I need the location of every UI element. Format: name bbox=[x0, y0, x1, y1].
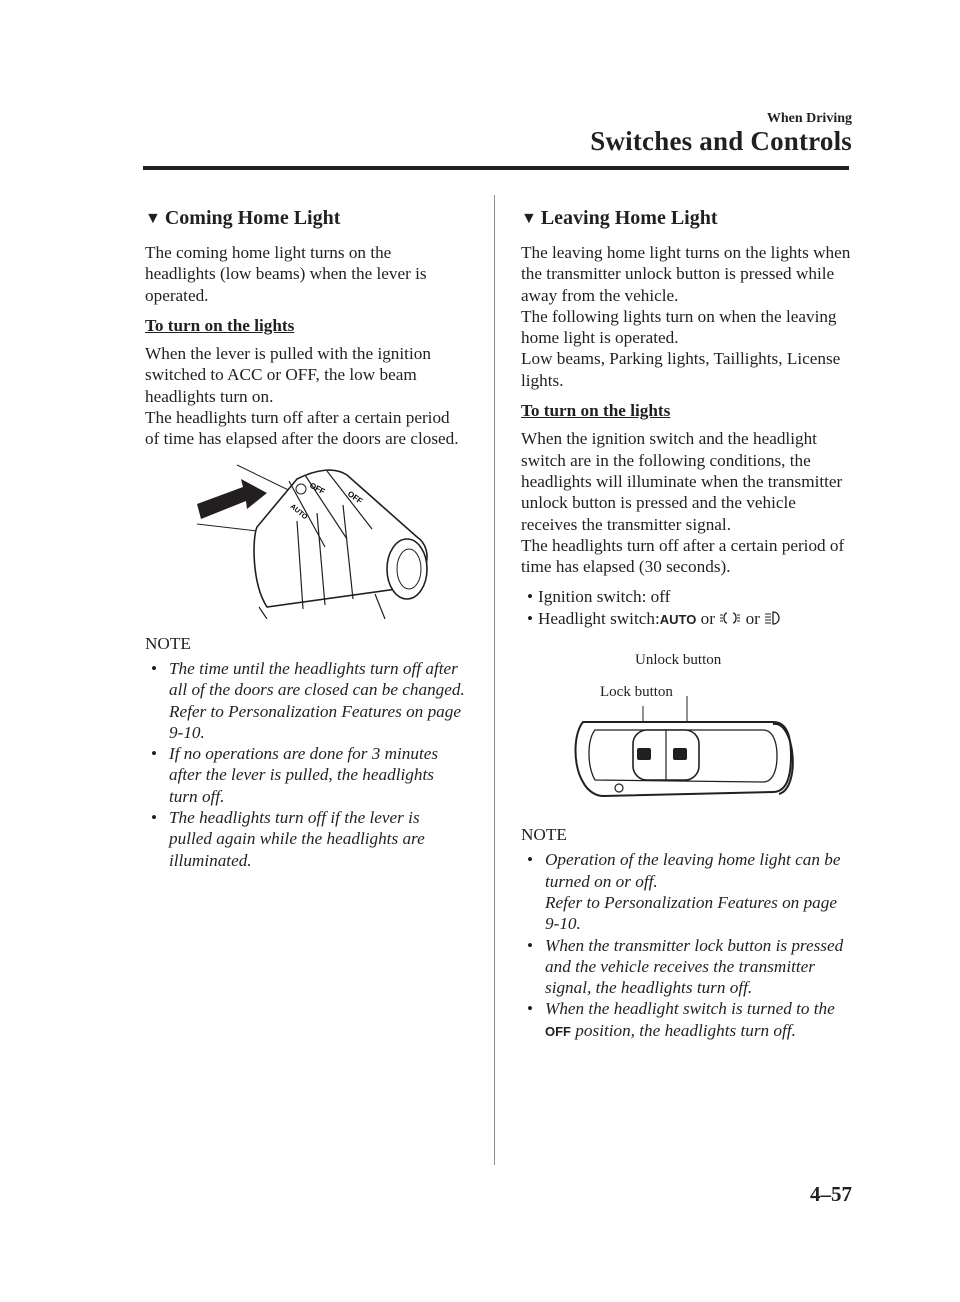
note-list bbox=[145, 658, 465, 871]
note-item: • When the headlight switch is turned to the OFF position, the headlights turn off. bbox=[527, 999, 835, 1040]
leaving-home-following: The following lights turn on when the leaving home light is operated. bbox=[521, 306, 837, 348]
leaving-home-intro: The leaving home light turns on the lights when the transmitter unlock button is pressed while away from the vehicle. bbox=[521, 243, 851, 305]
note-heading: NOTE bbox=[145, 633, 191, 653]
triangle-bullet-icon: ▼ bbox=[145, 210, 161, 227]
transmitter-key-icon bbox=[573, 696, 803, 814]
condition-headlight: • Headlight switch:AUTO or or bbox=[521, 608, 853, 630]
coming-home-para2: The headlights turn off after a certain period of time has elapsed after the doors are closed. bbox=[145, 408, 459, 449]
coming-home-para1: When the lever is pulled with the ignition switched to ACC or OFF, the low beam headlights turn on. bbox=[145, 344, 431, 406]
lock-icon bbox=[637, 748, 651, 760]
page-number: 4–57 bbox=[810, 1182, 852, 1206]
headlight-lever-illustration bbox=[197, 459, 437, 619]
note-item: • The time until the headlights turn off after all of the doors are closed can be changed. Refer to Personalization Features on page 9-10. bbox=[151, 658, 465, 742]
off-symbol: OFF bbox=[545, 1023, 571, 1039]
left-column bbox=[145, 205, 465, 871]
note-list bbox=[521, 849, 853, 1042]
column-divider bbox=[494, 195, 495, 1165]
lever-label: AUTO bbox=[288, 502, 309, 521]
header-rule bbox=[143, 166, 849, 170]
right-column bbox=[521, 205, 853, 1042]
pull-arrow-icon bbox=[197, 479, 267, 519]
running-head-section: When Driving bbox=[766, 111, 852, 126]
lever-label: OFF bbox=[308, 480, 327, 496]
note-item: • The headlights turn off if the lever is pulled again while the headlights are illuminated. bbox=[151, 808, 425, 870]
lever-label: OFF bbox=[345, 488, 365, 506]
lock-button-label: Lock button bbox=[600, 684, 673, 701]
leaving-home-light-heading: ▼ Leaving Home Light bbox=[521, 205, 853, 232]
note-item: • If no operations are done for 3 minutes after the lever is pulled, the headlights turn off. bbox=[151, 744, 439, 806]
note-item: • Operation of the leaving home light can be turned on or off. Refer to Personalization Features on page 9-10. bbox=[527, 850, 841, 934]
conditions-list bbox=[521, 586, 853, 630]
transmitter-illustration bbox=[521, 636, 853, 816]
coming-home-light-heading: ▼ Coming Home Light bbox=[145, 205, 465, 232]
coming-home-subheading: To turn on the lights bbox=[145, 315, 295, 335]
unlock-button-label: Unlock button bbox=[635, 652, 722, 669]
note-heading: NOTE bbox=[521, 825, 567, 845]
auto-symbol: AUTO bbox=[659, 611, 697, 627]
unlock-icon bbox=[673, 748, 687, 760]
leaving-home-lights-list: Low beams, Parking lights, Taillights, License lights. bbox=[521, 349, 841, 390]
triangle-bullet-icon: ▼ bbox=[521, 210, 537, 227]
running-head-chapter: Switches and Controls bbox=[590, 126, 852, 156]
parking-lights-icon bbox=[719, 611, 741, 625]
leaving-home-subheading: To turn on the lights bbox=[521, 401, 671, 421]
coming-home-intro: The coming home light turns on the headlights (low beams) when the lever is operated. bbox=[145, 243, 427, 305]
condition-ignition: • Ignition switch: off bbox=[527, 587, 671, 607]
leaving-home-para2: The headlights turn off after a certain period of time has elapsed (30 seconds). bbox=[521, 535, 845, 577]
headlight-icon bbox=[764, 611, 784, 625]
note-item: • When the transmitter lock button is pressed and the vehicle receives the transmitter signal, the headlights turn off. bbox=[527, 935, 844, 998]
leaving-home-para1: When the ignition switch and the headlight switch are in the following conditions, the headlights will illuminate when the transmitter unlock button is pressed and the vehicle receives the transmitter signal. bbox=[521, 429, 843, 534]
